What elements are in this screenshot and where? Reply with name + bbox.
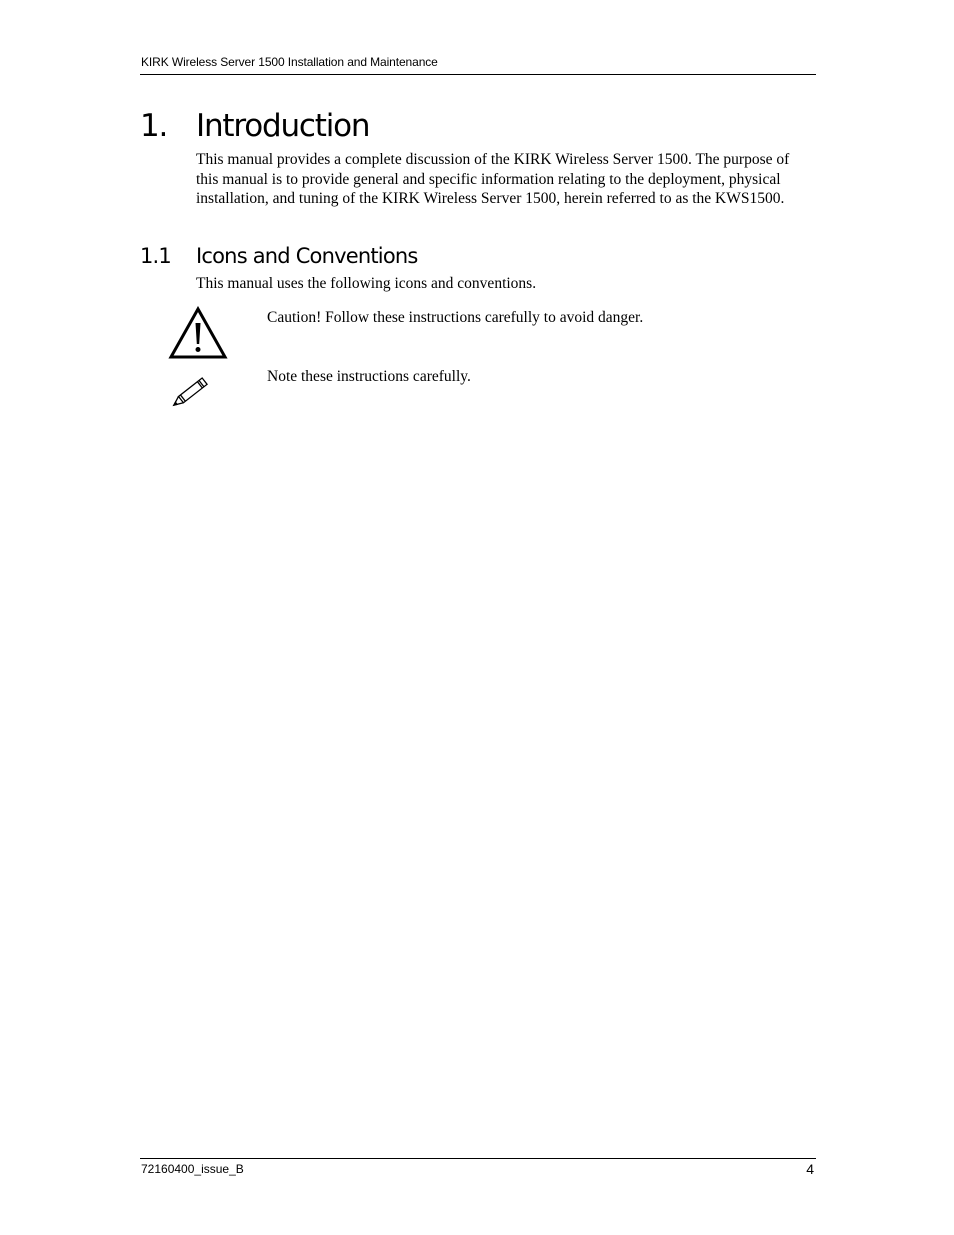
subsection-number: 1.1 [140, 244, 171, 268]
intro-paragraph: This manual provides a complete discussion of the KIRK Wireless Server 1500. The purpose of this manual is to provide general and specific information relating to the deployment, physical installation, and tuning of the KIRK Wireless Server 1500, herein referred to as the KWS1500. [196, 151, 790, 207]
caution-text: Caution! Follow these instructions carefully to avoid danger. [267, 309, 644, 326]
document-id: 72160400_issue_B [141, 1162, 244, 1176]
conventions-intro: This manual uses the following icons and conventions. [196, 275, 537, 292]
section-number: 1. [140, 108, 168, 144]
footer-divider [140, 1158, 816, 1159]
subsection-title: Icons and Conventions [196, 244, 418, 268]
pencil-icon [168, 371, 216, 411]
section-title: Introduction [196, 108, 370, 144]
header-divider [140, 74, 816, 75]
page-number: 4 [806, 1161, 814, 1177]
running-header: KIRK Wireless Server 1500 Installation and Maintenance [141, 55, 438, 69]
warning-triangle-icon [168, 306, 228, 360]
note-text: Note these instructions carefully. [267, 368, 471, 385]
